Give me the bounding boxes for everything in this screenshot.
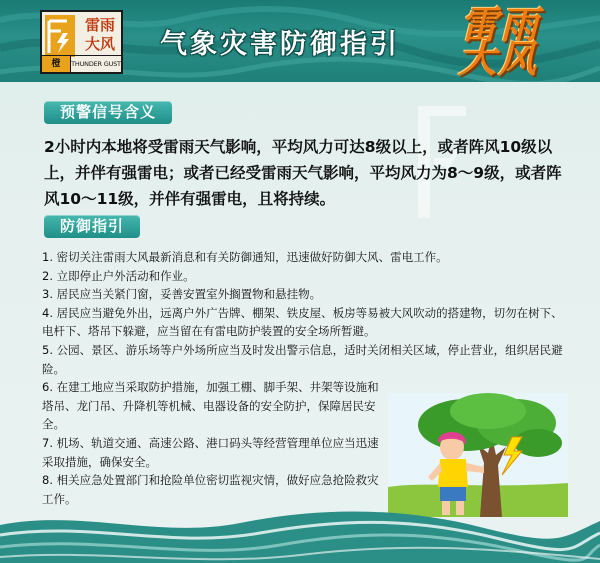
lightning-wind-icon bbox=[45, 15, 75, 57]
brand-line-1: 雷雨 bbox=[460, 2, 541, 47]
header-bar bbox=[0, 0, 600, 82]
guideline-item-6: 6. 在建工地应当采取防护措施，加强工棚、脚手架、井架等设施和塔吊、龙门吊、升降机等机械、电器设备的安全防护，保障居民安全。 bbox=[42, 380, 379, 432]
bottom-wave-pattern bbox=[0, 505, 600, 563]
guideline-item-7: 7. 机场、轨道交通、高速公路、港口码头等经营管理单位应当迅速采取措施，确保安全。 bbox=[42, 435, 379, 469]
guideline-item-8: 8. 相关应急处置部门和抢险单位密切监视灾情，做好应急抢险救灾工作。 bbox=[42, 473, 379, 506]
brand-logo bbox=[456, 4, 586, 80]
badge-title-line1: 雷雨 bbox=[84, 16, 115, 34]
guidelines-section-label: 防御指引 bbox=[44, 215, 140, 238]
guideline-item-5: 5. 公园、景区、游乐场等户外场所应当及时发出警示信息，适时关闭相关区域，停止营业，组织居民避险。 bbox=[42, 342, 563, 376]
badge-title-line2: 大风 bbox=[84, 35, 115, 53]
brand-line-2: 大风 bbox=[458, 36, 539, 81]
guideline-item-2: 2. 立即停止户外活动和作业。 bbox=[42, 268, 195, 283]
badge-footer bbox=[42, 55, 121, 72]
page-title: 气象灾害防御指引 bbox=[160, 29, 400, 60]
storm-illustration bbox=[388, 393, 568, 517]
guideline-item-1: 1. 密切关注雷雨大风最新消息和有关防御通知，迅速做好防御大风、雷电工作。 bbox=[42, 250, 448, 264]
guideline-item-3: 3. 居民应当关紧门窗，妥善安置室外搁置物和悬挂物。 bbox=[42, 287, 322, 302]
badge-level-label: 橙 bbox=[42, 56, 71, 72]
guideline-item-4: 4. 居民应当避免外出，远离户外广告牌、棚架、铁皮屋、板房等易被大风吹动的搭建物，切勿在树下、电杆下、塔吊下躲避，应当留在有雷电防护装置的安全场所暂避。 bbox=[42, 305, 563, 339]
badge-title bbox=[78, 16, 122, 54]
warning-signal-badge bbox=[40, 10, 123, 74]
meaning-section-label: 预警信号含义 bbox=[44, 101, 172, 124]
badge-english-label: THUNDER GUST bbox=[71, 60, 121, 68]
meaning-text: 2小时内本地将受雷雨天气影响，平均风力可达8级以上，或者阵风10级以上，并伴有强雷电；或者已经受雷雨天气影响，平均风力为8～9级，或者阵风10～11级，并伴有强雷电，且将持续。 bbox=[44, 138, 562, 208]
